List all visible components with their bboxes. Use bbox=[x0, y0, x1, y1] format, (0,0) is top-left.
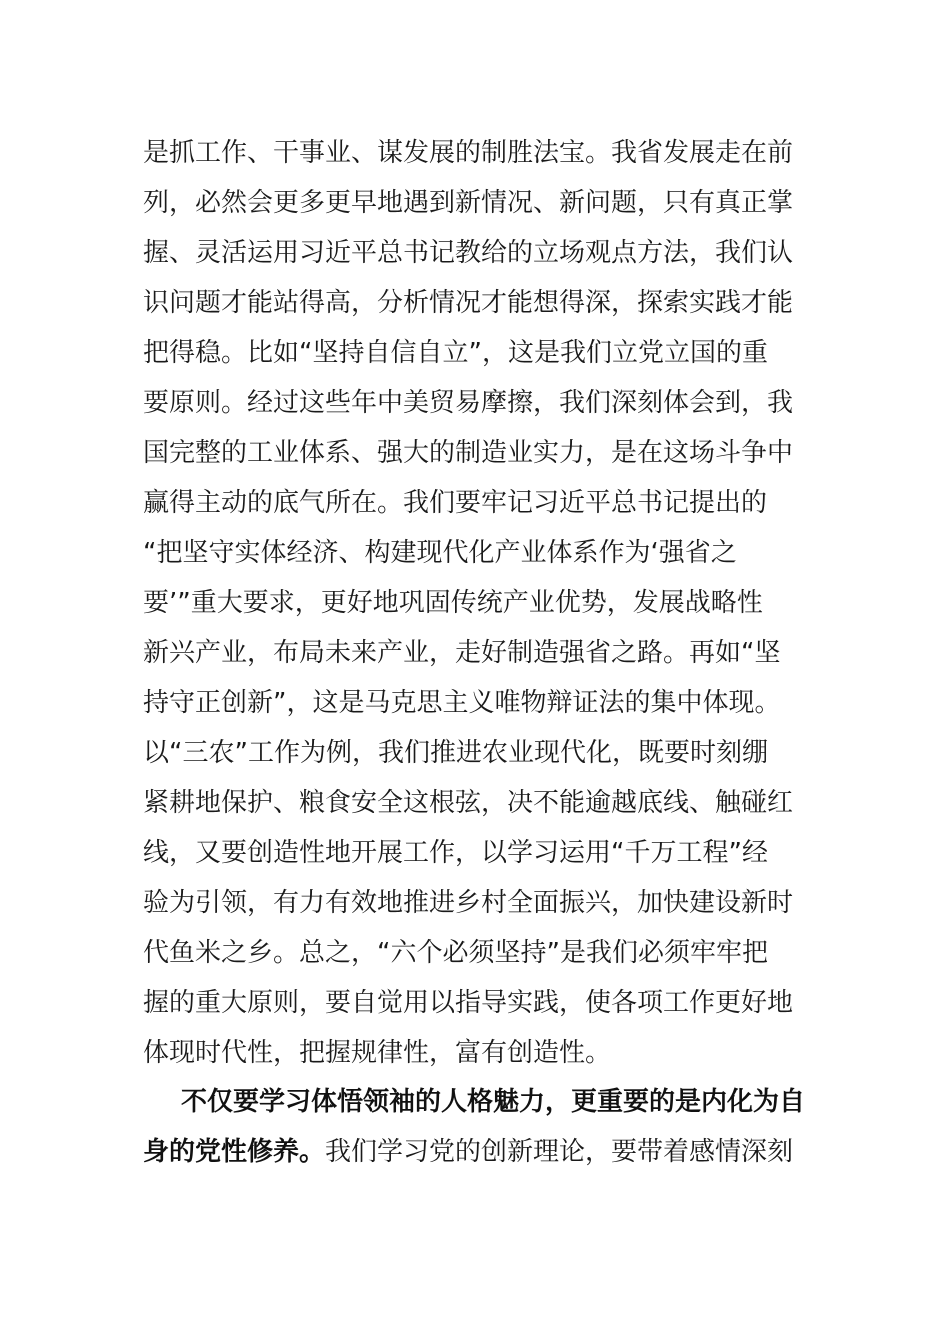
paragraph-1-line-5: 把得稳。比如“坚持自信自立”，这是我们立党立国的重 bbox=[143, 338, 768, 368]
paragraph-1-line-17: 代鱼米之乡。总之，“六个必须坚持”是我们必须牢牢把 bbox=[143, 938, 768, 968]
paragraph-1-line-15: 线，又要创造性地开展工作，以学习运用“千万工程”经 bbox=[143, 838, 768, 868]
paragraph-2-line-1-bold: 不仅要学习体悟领袖的人格魅力，更重要的是内化为自 bbox=[181, 1087, 806, 1117]
paragraph-2-line-2 bbox=[143, 1127, 810, 1177]
paragraph-1-line-9: “把坚守实体经济、构建现代化产业体系作为‘强省之 bbox=[143, 538, 737, 568]
paragraph-2 bbox=[143, 1077, 810, 1177]
paragraph-2-line-2-normal: 我们学习党的创新理论，要带着感情深刻 bbox=[325, 1137, 794, 1167]
paragraph-1-line-6: 要原则。经过这些年中美贸易摩擦，我们深刻体会到，我 bbox=[143, 388, 794, 418]
paragraph-1-line-7: 国完整的工业体系、强大的制造业实力，是在这场斗争中 bbox=[143, 438, 794, 468]
paragraph-1-line-1: 是抓工作、干事业、谋发展的制胜法宝。我省发展走在前 bbox=[143, 138, 794, 168]
paragraph-2-line-2-bold: 身的党性修养。 bbox=[143, 1137, 326, 1167]
paragraph-1-line-19: 体现时代性，把握规律性，富有创造性。 bbox=[143, 1038, 612, 1068]
paragraph-1 bbox=[143, 128, 810, 1078]
paragraph-1-line-14: 紧耕地保护、粮食安全这根弦，决不能逾越底线、触碰红 bbox=[143, 788, 794, 818]
paragraph-1-line-4: 识问题才能站得高，分析情况才能想得深，探索实践才能 bbox=[143, 288, 794, 318]
paragraph-1-line-13: 以“三农”工作为例，我们推进农业现代化，既要时刻绷 bbox=[143, 738, 768, 768]
paragraph-1-line-2: 列，必然会更多更早地遇到新情况、新问题，只有真正掌 bbox=[143, 188, 794, 218]
paragraph-1-line-8: 赢得主动的底气所在。我们要牢记习近平总书记提出的 bbox=[143, 488, 768, 518]
paragraph-1-line-18: 握的重大原则，要自觉用以指导实践，使各项工作更好地 bbox=[143, 988, 794, 1018]
paragraph-1-line-11: 新兴产业，布局未来产业，走好制造强省之路。再如“坚 bbox=[143, 638, 781, 668]
paragraph-1-line-16: 验为引领，有力有效地推进乡村全面振兴，加快建设新时 bbox=[143, 888, 794, 918]
paragraph-1-line-3: 握、灵活运用习近平总书记教给的立场观点方法，我们认 bbox=[143, 238, 794, 268]
paragraph-1-line-10: 要’”重大要求，更好地巩固传统产业优势，发展战略性 bbox=[143, 588, 763, 618]
paragraph-1-line-12: 持守正创新”，这是马克思主义唯物辩证法的集中体现。 bbox=[143, 688, 781, 718]
